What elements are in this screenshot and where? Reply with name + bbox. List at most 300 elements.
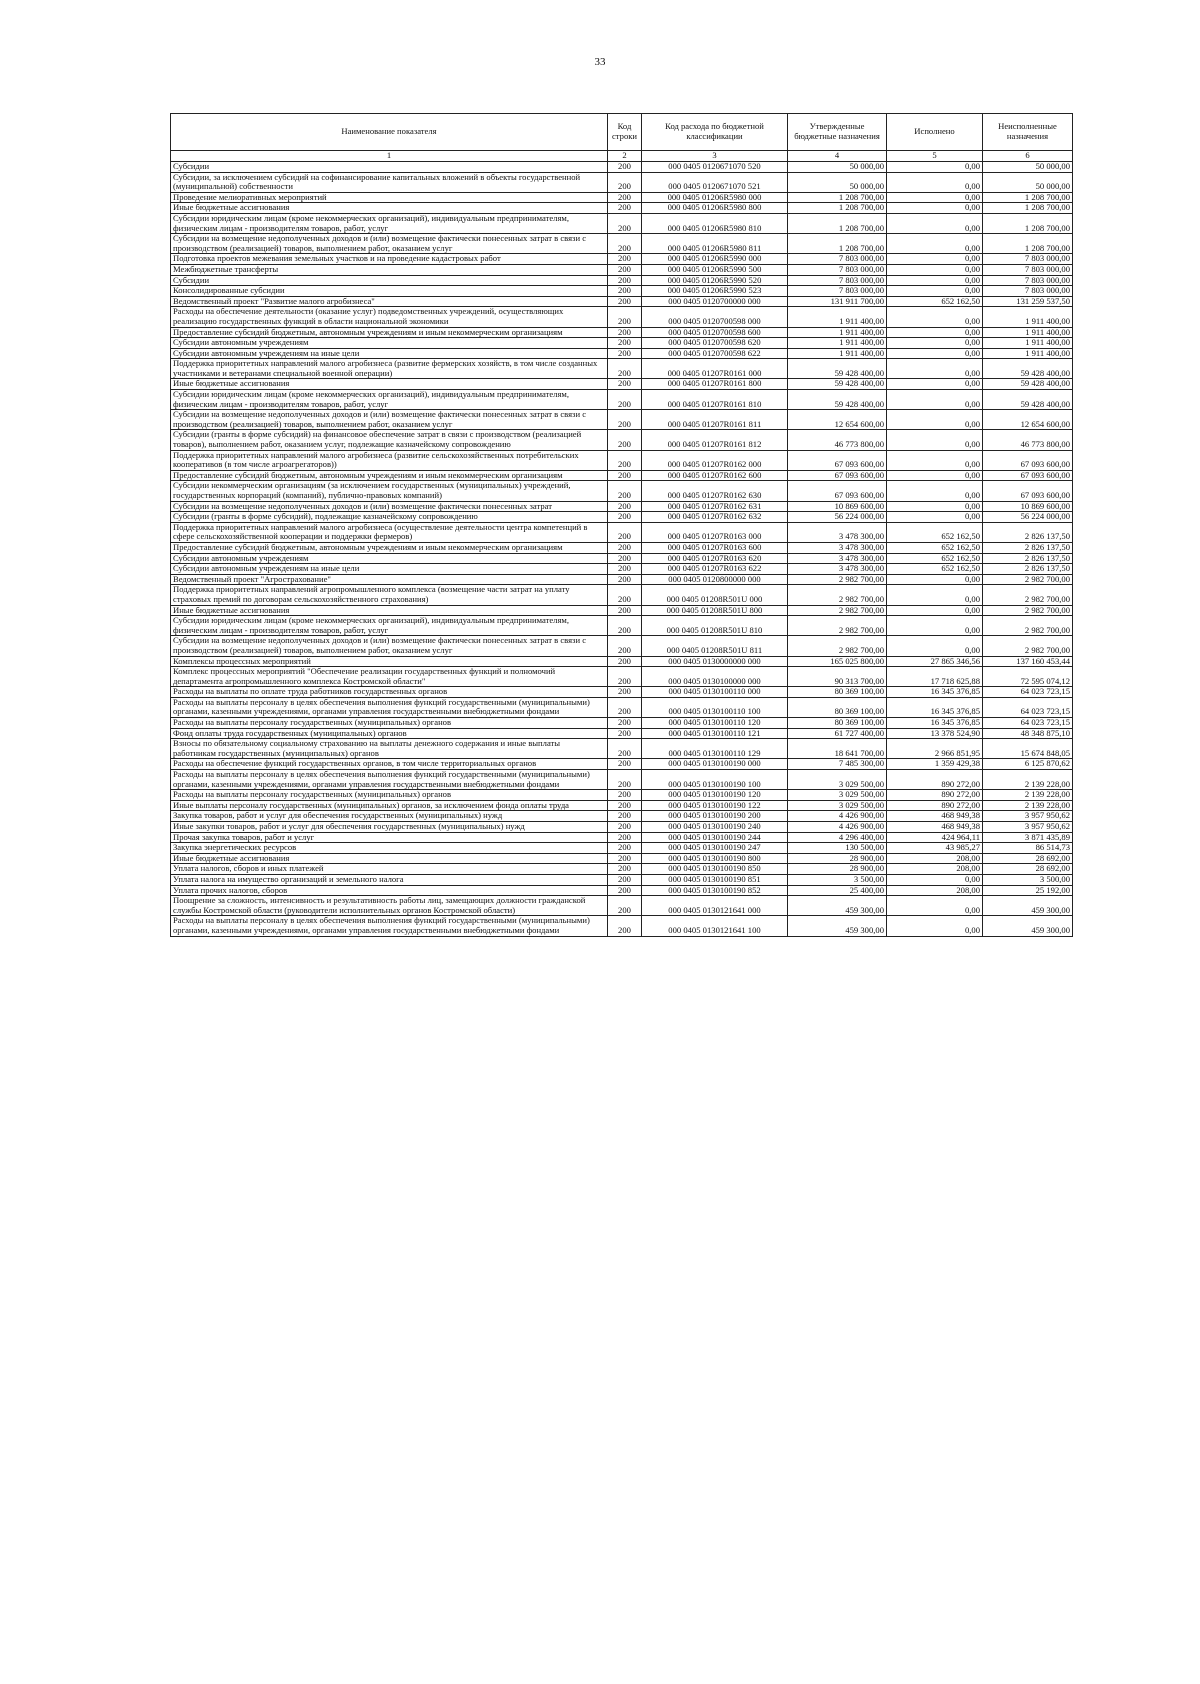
indicator-name-cell: Закупка энергетических ресурсов: [171, 843, 608, 854]
table-row: [171, 574, 1073, 585]
classification-code-cell: 000 0405 01206R5990 523: [642, 286, 788, 297]
indicator-name-cell: Расходы на выплаты по оплате труда работников государственных органов: [171, 687, 608, 698]
table-row: [171, 410, 1073, 430]
line-code-cell: 200: [608, 667, 642, 687]
approved-amount-cell: 4 426 900,00: [788, 811, 887, 822]
approved-amount-cell: 3 500,00: [788, 874, 887, 885]
classification-code-cell: 000 0405 01207R0163 622: [642, 564, 788, 575]
approved-amount-cell: 59 428 400,00: [788, 379, 887, 390]
executed-amount-cell: 0,00: [887, 203, 983, 214]
classification-code-cell: 000 0405 01207R0161 811: [642, 410, 788, 430]
classification-code-cell: 000 0405 01207R0161 812: [642, 430, 788, 450]
approved-amount-cell: 80 369 100,00: [788, 697, 887, 717]
executed-amount-cell: 468 949,38: [887, 822, 983, 833]
classification-code-cell: 000 0405 01207R0162 630: [642, 481, 788, 501]
line-code-cell: 200: [608, 172, 642, 192]
table-row: [171, 728, 1073, 739]
line-code-cell: 200: [608, 213, 642, 233]
indicator-name-cell: Поддержка приоритетных направлений малого агробизнеса (развитие сельскохозяйственных потребительских кооперативов (в том числе агроагрегаторов)): [171, 450, 608, 470]
table-row: [171, 338, 1073, 349]
indicator-name-cell: Субсидии юридическим лицам (кроме некоммерческих организаций), индивидуальным предпринимателям, физическим лицам - производителям товаров, работ, услуг: [171, 213, 608, 233]
unexecuted-amount-cell: 59 428 400,00: [983, 359, 1073, 379]
table-row: [171, 585, 1073, 605]
indicator-name-cell: Поддержка приоритетных направлений агропромышленного комплекса (возмещение части затрат на уплату страховых премий по договорам сельскохозяйственного страхования): [171, 585, 608, 605]
approved-amount-cell: 2 982 700,00: [788, 585, 887, 605]
executed-amount-cell: 13 378 524,90: [887, 728, 983, 739]
approved-amount-cell: 4 426 900,00: [788, 822, 887, 833]
indicator-name-cell: Поощрение за сложность, интенсивность и результативность работы лиц, замещающих должности гражданской службы Костромской области (руководители исполнительных органов Костромской области): [171, 896, 608, 916]
classification-code-cell: 000 0405 01206R5980 810: [642, 213, 788, 233]
classification-code-cell: 000 0405 01207R0163 600: [642, 542, 788, 553]
table-row: [171, 843, 1073, 854]
line-code-cell: 200: [608, 800, 642, 811]
unexecuted-amount-cell: 64 023 723,15: [983, 718, 1073, 729]
executed-amount-cell: 0,00: [887, 616, 983, 636]
approved-amount-cell: 3 478 300,00: [788, 522, 887, 542]
approved-amount-cell: 61 727 400,00: [788, 728, 887, 739]
line-code-cell: 200: [608, 264, 642, 275]
classification-code-cell: 000 0405 0130100110 129: [642, 739, 788, 759]
approved-amount-cell: 3 029 500,00: [788, 800, 887, 811]
header-unexecuted-amount: Неисполненные назначения: [983, 114, 1073, 151]
approved-amount-cell: 3 029 500,00: [788, 790, 887, 801]
table-row: [171, 348, 1073, 359]
table-row: [171, 234, 1073, 254]
indicator-name-cell: Субсидии на возмещение недополученных доходов и (или) возмещение фактически понесенных затрат: [171, 501, 608, 512]
classification-code-cell: 000 0405 0130100190 122: [642, 800, 788, 811]
approved-amount-cell: 165 025 800,00: [788, 656, 887, 667]
classification-code-cell: 000 0405 0120700598 000: [642, 307, 788, 327]
indicator-name-cell: Прочая закупка товаров, работ и услуг: [171, 832, 608, 843]
unexecuted-amount-cell: 28 692,00: [983, 853, 1073, 864]
executed-amount-cell: 890 272,00: [887, 800, 983, 811]
indicator-name-cell: Уплата прочих налогов, сборов: [171, 885, 608, 896]
indicator-name-cell: Субсидии: [171, 275, 608, 286]
executed-amount-cell: 208,00: [887, 853, 983, 864]
line-code-cell: 200: [608, 307, 642, 327]
classification-code-cell: 000 0405 01207R0161 800: [642, 379, 788, 390]
classification-code-cell: 000 0405 0130100110 120: [642, 718, 788, 729]
approved-amount-cell: 130 500,00: [788, 843, 887, 854]
executed-amount-cell: 16 345 376,85: [887, 718, 983, 729]
classification-code-cell: 000 0405 01208R501U 811: [642, 636, 788, 656]
unexecuted-amount-cell: 59 428 400,00: [983, 379, 1073, 390]
classification-code-cell: 000 0405 01207R0161 000: [642, 359, 788, 379]
executed-amount-cell: 0,00: [887, 172, 983, 192]
approved-amount-cell: 59 428 400,00: [788, 359, 887, 379]
classification-code-cell: 000 0405 0130121641 100: [642, 916, 788, 936]
header-row: [171, 114, 1073, 151]
approved-amount-cell: 10 869 600,00: [788, 501, 887, 512]
table-row: [171, 172, 1073, 192]
executed-amount-cell: 0,00: [887, 192, 983, 203]
executed-amount-cell: 0,00: [887, 254, 983, 265]
classification-code-cell: 000 0405 01207R0162 631: [642, 501, 788, 512]
classification-code-cell: 000 0405 01207R0161 810: [642, 390, 788, 410]
classification-code-cell: 000 0405 01206R5990 500: [642, 264, 788, 275]
table-row: [171, 450, 1073, 470]
approved-amount-cell: 46 773 800,00: [788, 430, 887, 450]
executed-amount-cell: 0,00: [887, 327, 983, 338]
table-row: [171, 832, 1073, 843]
indicator-name-cell: Поддержка приоритетных направлений малого агробизнеса (развитие фермерских хозяйств, в том числе созданных участниками и ветеранами специальной военной операции): [171, 359, 608, 379]
table-row: [171, 296, 1073, 307]
table-row: [171, 759, 1073, 770]
classification-code-cell: 000 0405 0130100110 121: [642, 728, 788, 739]
classification-code-cell: 000 0405 0120700598 622: [642, 348, 788, 359]
table-row: [171, 667, 1073, 687]
executed-amount-cell: 0,00: [887, 307, 983, 327]
line-code-cell: 200: [608, 728, 642, 739]
unexecuted-amount-cell: 1 208 700,00: [983, 192, 1073, 203]
approved-amount-cell: 7 485 300,00: [788, 759, 887, 770]
classification-code-cell: 000 0405 0130100190 247: [642, 843, 788, 854]
table-row: [171, 501, 1073, 512]
classification-code-cell: 000 0405 01208R501U 800: [642, 605, 788, 616]
unexecuted-amount-cell: 1 208 700,00: [983, 234, 1073, 254]
classification-code-cell: 000 0405 01207R0163 000: [642, 522, 788, 542]
line-code-cell: 200: [608, 410, 642, 430]
indicator-name-cell: Расходы на выплаты персоналу в целях обеспечения выполнения функций государственными (муниципальными) органами, казенными учреждениями, органами управления государственными внебюджетными фондами: [171, 697, 608, 717]
line-code-cell: 200: [608, 605, 642, 616]
approved-amount-cell: 2 982 700,00: [788, 605, 887, 616]
unexecuted-amount-cell: 3 871 435,89: [983, 832, 1073, 843]
classification-code-cell: 000 0405 01206R5990 000: [642, 254, 788, 265]
indicator-name-cell: Уплата налога на имущество организаций и земельного налога: [171, 874, 608, 885]
indicator-name-cell: Проведение мелиоративных мероприятий: [171, 192, 608, 203]
table-row: [171, 542, 1073, 553]
indicator-name-cell: Иные бюджетные ассигнования: [171, 379, 608, 390]
executed-amount-cell: 1 359 429,38: [887, 759, 983, 770]
column-number: 4: [788, 151, 887, 162]
approved-amount-cell: 56 224 000,00: [788, 512, 887, 523]
executed-amount-cell: 208,00: [887, 885, 983, 896]
header-approved-amount: Утвержденные бюджетные назначения: [788, 114, 887, 151]
approved-amount-cell: 3 478 300,00: [788, 553, 887, 564]
indicator-name-cell: Субсидии некоммерческим организациям (за исключением государственных (муниципальных) учреждений, государственных корпораций (компаний), публично-правовых компаний): [171, 481, 608, 501]
table-row: [171, 864, 1073, 875]
indicator-name-cell: Субсидии автономным учреждениям: [171, 338, 608, 349]
table-row: [171, 307, 1073, 327]
approved-amount-cell: 50 000,00: [788, 162, 887, 173]
executed-amount-cell: 652 162,50: [887, 296, 983, 307]
unexecuted-amount-cell: 64 023 723,15: [983, 687, 1073, 698]
executed-amount-cell: 0,00: [887, 410, 983, 430]
line-code-cell: 200: [608, 481, 642, 501]
line-code-cell: 200: [608, 616, 642, 636]
unexecuted-amount-cell: 2 826 137,50: [983, 542, 1073, 553]
line-code-cell: 200: [608, 770, 642, 790]
table-row: [171, 885, 1073, 896]
table-row: [171, 687, 1073, 698]
line-code-cell: 200: [608, 501, 642, 512]
table-row: [171, 790, 1073, 801]
classification-code-cell: 000 0405 0130100190 851: [642, 874, 788, 885]
classification-code-cell: 000 0405 0130121641 000: [642, 896, 788, 916]
unexecuted-amount-cell: 1 911 400,00: [983, 327, 1073, 338]
indicator-name-cell: Предоставление субсидий бюджетным, автономным учреждениям и иным некоммерческим организациям: [171, 327, 608, 338]
table-row: [171, 616, 1073, 636]
approved-amount-cell: 4 296 400,00: [788, 832, 887, 843]
table-row: [171, 697, 1073, 717]
executed-amount-cell: 0,00: [887, 916, 983, 936]
classification-code-cell: 000 0405 0120800000 000: [642, 574, 788, 585]
indicator-name-cell: Ведомственный проект "Агрострахование": [171, 574, 608, 585]
approved-amount-cell: 1 911 400,00: [788, 307, 887, 327]
unexecuted-amount-cell: 2 982 700,00: [983, 605, 1073, 616]
classification-code-cell: 000 0405 0130100190 240: [642, 822, 788, 833]
indicator-name-cell: Расходы на обеспечение функций государственных органов, в том числе территориальных органов: [171, 759, 608, 770]
classification-code-cell: 000 0405 0120700598 600: [642, 327, 788, 338]
classification-code-cell: 000 0405 0130100000 000: [642, 667, 788, 687]
executed-amount-cell: 0,00: [887, 390, 983, 410]
unexecuted-amount-cell: 15 674 848,05: [983, 739, 1073, 759]
line-code-cell: 200: [608, 790, 642, 801]
approved-amount-cell: 1 911 400,00: [788, 348, 887, 359]
table-row: [171, 553, 1073, 564]
line-code-cell: 200: [608, 450, 642, 470]
budget-execution-table: [170, 113, 1073, 937]
page-number: 33: [594, 56, 606, 68]
unexecuted-amount-cell: 3 500,00: [983, 874, 1073, 885]
classification-code-cell: 000 0405 0130100190 100: [642, 770, 788, 790]
unexecuted-amount-cell: 2 982 700,00: [983, 616, 1073, 636]
approved-amount-cell: 7 803 000,00: [788, 286, 887, 297]
unexecuted-amount-cell: 6 125 870,62: [983, 759, 1073, 770]
line-code-cell: 200: [608, 739, 642, 759]
header-line-code: Код строки: [608, 114, 642, 151]
indicator-name-cell: Расходы на выплаты персоналу государственных (муниципальных) органов: [171, 718, 608, 729]
classification-code-cell: 000 0405 0130100190 000: [642, 759, 788, 770]
header-classification-code: Код расхода по бюджетной классификации: [642, 114, 788, 151]
table-row: [171, 770, 1073, 790]
table-row: [171, 718, 1073, 729]
line-code-cell: 200: [608, 379, 642, 390]
executed-amount-cell: 2 966 851,95: [887, 739, 983, 759]
approved-amount-cell: 80 369 100,00: [788, 687, 887, 698]
indicator-name-cell: Комплексы процессных мероприятий: [171, 656, 608, 667]
approved-amount-cell: 2 982 700,00: [788, 574, 887, 585]
approved-amount-cell: 80 369 100,00: [788, 718, 887, 729]
executed-amount-cell: 0,00: [887, 574, 983, 585]
line-code-cell: 200: [608, 916, 642, 936]
classification-code-cell: 000 0405 01206R5980 000: [642, 192, 788, 203]
line-code-cell: 200: [608, 296, 642, 307]
approved-amount-cell: 7 803 000,00: [788, 254, 887, 265]
line-code-cell: 200: [608, 853, 642, 864]
table-row: [171, 896, 1073, 916]
table-body: [171, 162, 1073, 937]
table-row: [171, 203, 1073, 214]
executed-amount-cell: 0,00: [887, 264, 983, 275]
classification-code-cell: 000 0405 01207R0162 000: [642, 450, 788, 470]
line-code-cell: 200: [608, 843, 642, 854]
indicator-name-cell: Субсидии (гранты в форме субсидий), подлежащие казначейскому сопровождению: [171, 512, 608, 523]
executed-amount-cell: 16 345 376,85: [887, 697, 983, 717]
executed-amount-cell: 0,00: [887, 234, 983, 254]
classification-code-cell: 000 0405 01206R5980 811: [642, 234, 788, 254]
indicator-name-cell: Взносы по обязательному социальному страхованию на выплаты денежного содержания и иные выплаты работникам государственных (муниципальных) органов: [171, 739, 608, 759]
unexecuted-amount-cell: 10 869 600,00: [983, 501, 1073, 512]
line-code-cell: 200: [608, 718, 642, 729]
table-row: [171, 800, 1073, 811]
classification-code-cell: 000 0405 0130100190 200: [642, 811, 788, 822]
approved-amount-cell: 1 208 700,00: [788, 203, 887, 214]
indicator-name-cell: Консолидированные субсидии: [171, 286, 608, 297]
table-row: [171, 636, 1073, 656]
indicator-name-cell: Межбюджетные трансферты: [171, 264, 608, 275]
indicator-name-cell: Субсидии автономным учреждениям на иные цели: [171, 564, 608, 575]
indicator-name-cell: Подготовка проектов межевания земельных участков и на проведение кадастровых работ: [171, 254, 608, 265]
executed-amount-cell: 0,00: [887, 874, 983, 885]
unexecuted-amount-cell: 3 957 950,62: [983, 822, 1073, 833]
unexecuted-amount-cell: 3 957 950,62: [983, 811, 1073, 822]
table-row: [171, 254, 1073, 265]
unexecuted-amount-cell: 48 348 875,10: [983, 728, 1073, 739]
executed-amount-cell: 0,00: [887, 379, 983, 390]
classification-code-cell: 000 0405 01207R0162 600: [642, 470, 788, 481]
unexecuted-amount-cell: 7 803 000,00: [983, 275, 1073, 286]
table-row: [171, 811, 1073, 822]
header-indicator-name: Наименование показателя: [171, 114, 608, 151]
classification-code-cell: 000 0405 01206R5990 520: [642, 275, 788, 286]
table-row: [171, 286, 1073, 297]
table-row: [171, 739, 1073, 759]
classification-code-cell: 000 0405 0130100190 852: [642, 885, 788, 896]
approved-amount-cell: 67 093 600,00: [788, 470, 887, 481]
indicator-name-cell: Предоставление субсидий бюджетным, автономным учреждениям и иным некоммерческим организациям: [171, 470, 608, 481]
approved-amount-cell: 28 900,00: [788, 853, 887, 864]
unexecuted-amount-cell: 50 000,00: [983, 172, 1073, 192]
header-executed-amount: Исполнено: [887, 114, 983, 151]
line-code-cell: 200: [608, 359, 642, 379]
line-code-cell: 200: [608, 656, 642, 667]
unexecuted-amount-cell: 7 803 000,00: [983, 286, 1073, 297]
approved-amount-cell: 1 208 700,00: [788, 192, 887, 203]
classification-code-cell: 000 0405 0130100190 244: [642, 832, 788, 843]
table-row: [171, 605, 1073, 616]
executed-amount-cell: 468 949,38: [887, 811, 983, 822]
classification-code-cell: 000 0405 0120671070 520: [642, 162, 788, 173]
executed-amount-cell: 0,00: [887, 213, 983, 233]
indicator-name-cell: Субсидии на возмещение недополученных доходов и (или) возмещение фактически понесенных затрат в связи с производством (реализацией) товаров, выполнением работ, оказанием услуг: [171, 234, 608, 254]
line-code-cell: 200: [608, 885, 642, 896]
line-code-cell: 200: [608, 864, 642, 875]
approved-amount-cell: 131 911 700,00: [788, 296, 887, 307]
unexecuted-amount-cell: 67 093 600,00: [983, 470, 1073, 481]
approved-amount-cell: 25 400,00: [788, 885, 887, 896]
line-code-cell: 200: [608, 327, 642, 338]
indicator-name-cell: Субсидии, за исключением субсидий на софинансирование капитальных вложений в объекты государственной (муниципальной) собственности: [171, 172, 608, 192]
table-row: [171, 853, 1073, 864]
unexecuted-amount-cell: 2 982 700,00: [983, 585, 1073, 605]
unexecuted-amount-cell: 7 803 000,00: [983, 264, 1073, 275]
approved-amount-cell: 1 208 700,00: [788, 234, 887, 254]
unexecuted-amount-cell: 1 208 700,00: [983, 213, 1073, 233]
executed-amount-cell: 0,00: [887, 585, 983, 605]
approved-amount-cell: 3 029 500,00: [788, 770, 887, 790]
table-row: [171, 264, 1073, 275]
classification-code-cell: 000 0405 0130100190 800: [642, 853, 788, 864]
line-code-cell: 200: [608, 286, 642, 297]
approved-amount-cell: 1 911 400,00: [788, 327, 887, 338]
executed-amount-cell: 16 345 376,85: [887, 687, 983, 698]
unexecuted-amount-cell: 2 139 228,00: [983, 770, 1073, 790]
executed-amount-cell: 0,00: [887, 359, 983, 379]
line-code-cell: 200: [608, 348, 642, 359]
unexecuted-amount-cell: 72 595 074,12: [983, 667, 1073, 687]
indicator-name-cell: Субсидии: [171, 162, 608, 173]
approved-amount-cell: 3 478 300,00: [788, 542, 887, 553]
unexecuted-amount-cell: 50 000,00: [983, 162, 1073, 173]
unexecuted-amount-cell: 2 826 137,50: [983, 522, 1073, 542]
unexecuted-amount-cell: 7 803 000,00: [983, 254, 1073, 265]
approved-amount-cell: 2 982 700,00: [788, 636, 887, 656]
approved-amount-cell: 12 654 600,00: [788, 410, 887, 430]
approved-amount-cell: 67 093 600,00: [788, 450, 887, 470]
executed-amount-cell: 652 162,50: [887, 564, 983, 575]
classification-code-cell: 000 0405 01208R501U 000: [642, 585, 788, 605]
approved-amount-cell: 459 300,00: [788, 916, 887, 936]
executed-amount-cell: 424 964,11: [887, 832, 983, 843]
indicator-name-cell: Поддержка приоритетных направлений малого агробизнеса (осуществление деятельности центра компетенций в сфере сельскохозяйственной кооперации и поддержки фермеров): [171, 522, 608, 542]
line-code-cell: 200: [608, 585, 642, 605]
unexecuted-amount-cell: 86 514,73: [983, 843, 1073, 854]
approved-amount-cell: 28 900,00: [788, 864, 887, 875]
executed-amount-cell: 0,00: [887, 348, 983, 359]
indicator-name-cell: Иные бюджетные ассигнования: [171, 605, 608, 616]
indicator-name-cell: Субсидии (гранты в форме субсидий) на финансовое обеспечение затрат в связи с производством (реализацией товаров), выполнением работ, оказанием услуг, подлежащие казначейскому сопровождению: [171, 430, 608, 450]
classification-code-cell: 000 0405 01208R501U 810: [642, 616, 788, 636]
table-row: [171, 512, 1073, 523]
unexecuted-amount-cell: 459 300,00: [983, 896, 1073, 916]
unexecuted-amount-cell: 28 692,00: [983, 864, 1073, 875]
approved-amount-cell: 67 093 600,00: [788, 481, 887, 501]
table-row: [171, 430, 1073, 450]
indicator-name-cell: Предоставление субсидий бюджетным, автономным учреждениям и иным некоммерческим организациям: [171, 542, 608, 553]
classification-code-cell: 000 0405 01207R0163 620: [642, 553, 788, 564]
executed-amount-cell: 0,00: [887, 501, 983, 512]
indicator-name-cell: Субсидии автономным учреждениям: [171, 553, 608, 564]
line-code-cell: 200: [608, 192, 642, 203]
line-code-cell: 200: [608, 234, 642, 254]
executed-amount-cell: 17 718 625,88: [887, 667, 983, 687]
approved-amount-cell: 7 803 000,00: [788, 264, 887, 275]
executed-amount-cell: 27 865 346,56: [887, 656, 983, 667]
line-code-cell: 200: [608, 542, 642, 553]
table-row: [171, 192, 1073, 203]
unexecuted-amount-cell: 2 982 700,00: [983, 574, 1073, 585]
column-number: 5: [887, 151, 983, 162]
line-code-cell: 200: [608, 553, 642, 564]
classification-code-cell: 000 0405 0130100110 100: [642, 697, 788, 717]
indicator-name-cell: Субсидии на возмещение недополученных доходов и (или) возмещение фактически понесенных затрат в связи с производством (реализацией) товаров, выполнением работ, оказанием услуг: [171, 636, 608, 656]
classification-code-cell: 000 0405 0120671070 521: [642, 172, 788, 192]
unexecuted-amount-cell: 59 428 400,00: [983, 390, 1073, 410]
column-number: 2: [608, 151, 642, 162]
unexecuted-amount-cell: 131 259 537,50: [983, 296, 1073, 307]
executed-amount-cell: 652 162,50: [887, 542, 983, 553]
table-row: [171, 379, 1073, 390]
line-code-cell: 200: [608, 275, 642, 286]
column-number: 6: [983, 151, 1073, 162]
table-row: [171, 390, 1073, 410]
table-row: [171, 916, 1073, 936]
line-code-cell: 200: [608, 338, 642, 349]
column-number: 1: [171, 151, 608, 162]
line-code-cell: 200: [608, 522, 642, 542]
executed-amount-cell: 0,00: [887, 896, 983, 916]
